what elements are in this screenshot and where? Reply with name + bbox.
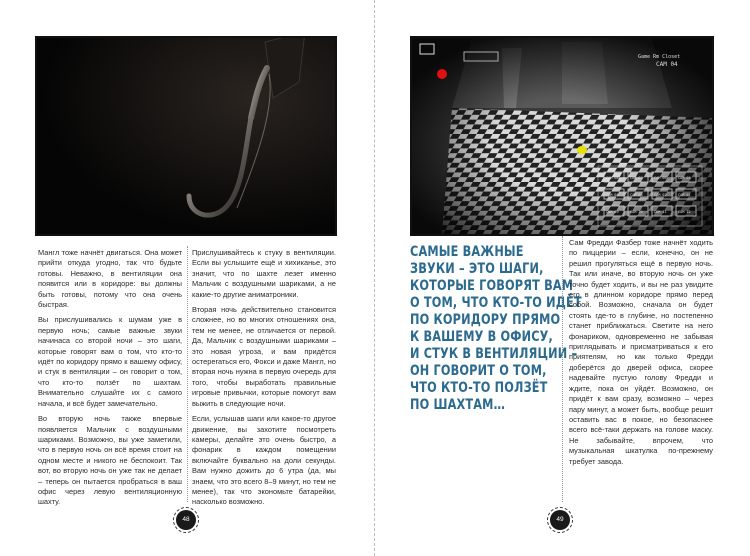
camera-room-label: Game Rm Closet bbox=[638, 54, 681, 60]
left-text-column-2 bbox=[192, 248, 336, 513]
hook-illustration bbox=[37, 38, 335, 234]
right-text-column bbox=[569, 238, 713, 472]
mangle-hook-photo bbox=[37, 38, 335, 234]
quote-line: ПО КОРИДОРУ ПРЯМО bbox=[410, 312, 561, 328]
quote-line: И СТУК В ВЕНТИЛЯЦИИ – bbox=[410, 346, 578, 362]
paragraph: Мангл тоже начнёт двигаться. Она может прийти откуда угодно, так что будьте готовы. Неважно, в вентиляции она появится или в коридоре: вы должны быть готовы, потому что она очень быстрая. bbox=[38, 248, 182, 310]
column-divider bbox=[187, 246, 188, 502]
left-text-column-1 bbox=[38, 248, 182, 513]
spread-gutter bbox=[374, 0, 375, 556]
page-number: 48 bbox=[176, 510, 196, 530]
camera-feed-screenshot bbox=[412, 38, 712, 234]
paragraph: Вы прислушивались к шумам уже в первую ночь; самые важные звуки начинаса со второй ночи – это шаги, которые говорят вам о том, что кто-то идёт по коридору прямо к вашему офису, и стук в вентиляции – он говорит о том, что кто-то ползёт по шахтам. Внимательно слушайте их с самого начала, и всё будет замечательно. bbox=[38, 315, 182, 408]
camera-button-label: CAM 07 bbox=[630, 176, 643, 180]
yellow-toy bbox=[577, 146, 587, 154]
camera-number-label: CAM 04 bbox=[656, 61, 678, 68]
quote-line: К ВАШЕМУ В ОФИСУ, bbox=[410, 329, 553, 345]
camera-button-label: CAM 10 bbox=[630, 210, 643, 214]
camera-button-label: CAM 06 bbox=[654, 176, 667, 180]
quote-line: ЧТО КТО-ТО ПОЛЗЁТ bbox=[410, 380, 548, 396]
camera-button-label: CAM 01 bbox=[678, 193, 691, 197]
pull-quote bbox=[410, 244, 582, 414]
camera-button-label: CAM 03 bbox=[630, 193, 643, 197]
page-number: 49 bbox=[550, 510, 570, 530]
camera-button-label: CAM 04 bbox=[606, 193, 619, 197]
quote-line: САМЫЕ ВАЖНЫЕ bbox=[410, 244, 524, 260]
camera-button-label: CAM 12 bbox=[678, 210, 691, 214]
quote-line: ПО ШАХТАМ… bbox=[410, 397, 506, 413]
quote-line: ЗВУКИ – ЭТО ШАГИ, bbox=[410, 261, 544, 277]
column-divider bbox=[562, 236, 563, 502]
paragraph: Прислушивайтесь к стуку в вентиляции. Если вы услышите ещё и хихиканье, это значит, что по шахте лезет именно Мальчик с воздушными шариками, а не какие-то другие аниматроники. bbox=[192, 248, 336, 299]
camera-button-label: CAM 09 bbox=[606, 210, 619, 214]
paragraph: Вторая ночь действительно становится сложнее, но во многих отношениях она, тем не менее, не отличается от первой. Да, Мальчик с воздушными шариками – это новая угроза, и вам придётся остерегаться его, Фокси и даже Мангл, но вторая ночь нужна в первую очередь для того, чтобы выработать правильные игровые привычки, которые помогут вам выжить в следующие ночи. bbox=[192, 305, 336, 408]
camera-button-label: CAM 02 bbox=[654, 193, 667, 197]
quote-line: КОТОРЫЕ ГОВОРЯТ ВАМ bbox=[410, 278, 574, 294]
recording-dot bbox=[437, 69, 447, 79]
paragraph: Во вторую ночь также впервые появляется Мальчик с воздушными шариками. Возможно, вы уже заметили, что в первую ночь он всё время стоит на одном месте и никого не беспокоит. Так вот, во вторую ночь он уже так не делает – теперь он пытается пробраться в ваш офис через левую вентиляционную шахту. bbox=[38, 414, 182, 507]
paragraph: Если, услышав шаги или какое-то другое движение, вы захотите посмотреть камеры, делайте это очень быстро, а фонарик в каждом помещении включайте буквально на доли секунды. Вам нужно дожить до 6 утра (да, мы знаем, что это всего 8–9 минут, но тем не менее), так что экономьте батарейки, насколько возможно. bbox=[192, 414, 336, 507]
game-room-camera-view bbox=[412, 38, 712, 234]
paragraph: Сам Фредди Фазбер тоже начнёт ходить по пиццерии – если, конечно, он не решил прогуляться ещё в первую ночь. Так или иначе, во вторую ночь он уже точно будет ходить, и вы не раз увидите его в длинном коридоре прямо перед собой. Возможно, сначала он будет стоять где-то в глубине, но постепенно станет приближаться. Светите на него фонариком, одновременно не забывая приглядывать и присматриваться к его приятелям, но как только Фредди доберётся до дверей офиса, скорее надевайте пустую голову Фредди и ждите, пока он уйдёт. Возможно, он придёт к вам сразу, возможно – через пару минут, а может быть, вообще решит оставить вас в покое, но безопаснее всего всё-таки держать на голове маску. Не забывайте, впрочем, что музыкальная шкатулка по-прежнему требует завода. bbox=[569, 238, 713, 466]
camera-button-label: CAM 05 bbox=[678, 176, 691, 180]
quote-line: О ТОМ, ЧТО КТО-ТО ИДЁТ bbox=[410, 295, 582, 311]
quote-line: ОН ГОВОРИТ О ТОМ, bbox=[410, 363, 547, 379]
camera-button-label: CAM 08 bbox=[606, 176, 619, 180]
camera-button-label: CAM 11 bbox=[654, 210, 667, 214]
